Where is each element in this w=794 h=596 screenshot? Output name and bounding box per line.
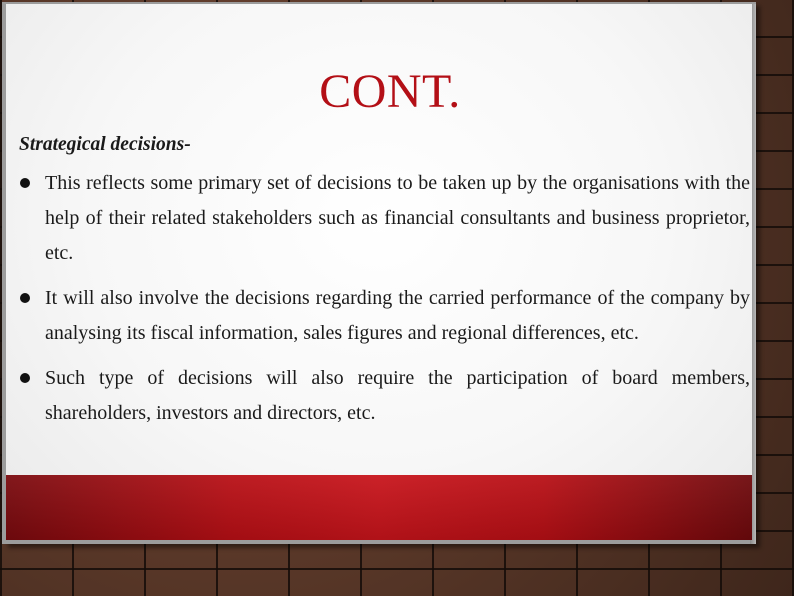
subheading: Strategical decisions- bbox=[19, 134, 191, 155]
bullet-text: It will also involve the decisions regarding the carried performance of the company by analysing its fiscal information, sales figures and regional differences, etc. bbox=[45, 287, 750, 344]
bullet-list bbox=[19, 166, 750, 431]
red-accent-band bbox=[6, 475, 752, 540]
slide-title: CONT. bbox=[319, 65, 461, 118]
bullet-item bbox=[19, 361, 750, 431]
bullet-item bbox=[19, 166, 750, 271]
bullet-text: This reflects some primary set of decisions to be taken up by the organisations with the help of their related stakeholders such as financial consultants and business proprietor, etc. bbox=[45, 172, 750, 264]
bullet-item bbox=[19, 281, 750, 351]
bullet-icon bbox=[20, 373, 30, 383]
slide-content bbox=[19, 130, 750, 441]
bullet-icon bbox=[20, 293, 30, 303]
bullet-text: Such type of decisions will also require the participation of board members, shareholders, investors and directors, etc. bbox=[45, 367, 750, 424]
bullet-icon bbox=[20, 178, 30, 188]
